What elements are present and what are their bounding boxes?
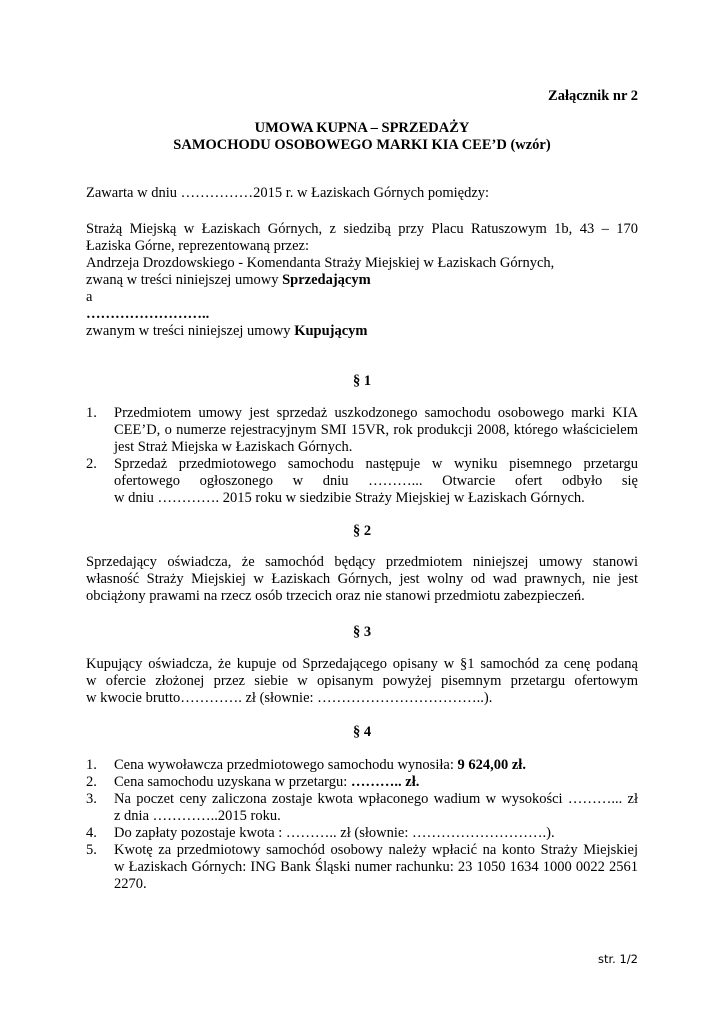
section-1-heading: § 1	[352, 373, 372, 389]
buyer-line: zwanym w treści niniejszej umowy Kupującym	[86, 323, 368, 339]
final-price: ……….. zł.	[350, 774, 420, 790]
conjunction: a	[86, 289, 93, 305]
page-number: str. 1/2	[598, 952, 638, 966]
buyer-placeholder: ……………………..	[86, 306, 210, 322]
seller-role: Sprzedającym	[282, 272, 371, 288]
starting-price: 9 624,00 zł.	[457, 757, 526, 773]
section-1-item-1: 1. Przedmiotem umowy jest sprzedaż uszkodzonego samochodu osobowego marki KIA CEE’D, o numerze rejestracyjnym SMI 15VR, rok produkcji 2008, którego właścicielem jest Straż Miejska w Łaziskach Górnych.	[86, 405, 638, 455]
attachment-label: Załącznik nr 2	[548, 88, 638, 104]
buyer-role: Kupującym	[294, 323, 368, 339]
section-4-item-5: 5. Kwotę za przedmiotowy samochód osobowy należy wpłacić na konto Straży Miejskiej w Łaziskach Górnych: ING Bank Śląski numer rachunku: 23 1050 1634 1000 0022 2561 2270.	[86, 842, 638, 892]
section-4-item-4: 4. Do zapłaty pozostaje kwota : ……….. zł (słownie: ……………………….).	[86, 825, 555, 841]
section-3-heading: § 3	[352, 624, 372, 640]
concluded-line: Zawarta w dniu ……………2015 r. w Łaziskach Górnych pomiędzy:	[86, 185, 490, 201]
section-4-item-1: 1. Cena wywoławcza przedmiotowego samochodu wynosiła: 9 624,00 zł.	[86, 757, 526, 773]
section-4-heading: § 4	[352, 724, 372, 740]
title-line-1: UMOWA KUPNA – SPRZEDAŻY	[254, 120, 470, 136]
section-3-paragraph: Kupujący oświadcza, że kupuje od Sprzedającego opisany w §1 samochód za cenę podaną w ofercie złożonej przez siebie w opisanym powyżej pisemnym przetargu ofertowym w kwocie brutto…………. zł (słownie: ……………………………..).	[86, 656, 638, 706]
seller-line-4: zwaną w treści niniejszej umowy Sprzedającym	[86, 272, 371, 288]
seller-line-2: Łaziska Górne, reprezentowaną przez:	[86, 238, 310, 254]
seller-paragraph	[86, 221, 638, 289]
section-2-heading: § 2	[352, 523, 372, 539]
section-2-paragraph: Sprzedający oświadcza, że samochód będący przedmiotem niniejszej umowy stanowi własność Straży Miejskiej w Łaziskach Górnych, jest wolny od wad prawnych, nie jest obciążony prawami na rzecz osób trzecich oraz nie stanowi przedmiotu zabezpieczeń.	[86, 554, 638, 604]
title-line-2: SAMOCHODU OSOBOWEGO MARKI KIA CEE’D (wzór)	[173, 137, 551, 153]
seller-line-1: Strażą Miejską w Łaziskach Górnych, z siedzibą przy Placu Ratuszowym 1b, 43 – 170	[86, 221, 638, 237]
seller-line-3: Andrzeja Drozdowskiego - Komendanta Straży Miejskiej w Łaziskach Górnych,	[86, 255, 555, 271]
section-1-item-2: 2. Sprzedaż przedmiotowego samochodu następuje w wyniku pisemnego przetargu ofertowego ogłoszonego w dniu ………... Otwarcie ofert odbyło się w dniu …………. 2015 roku w siedzibie Straży Miejskiej w Łaziskach Górnych.	[86, 456, 638, 506]
section-4-item-2: 2. Cena samochodu uzyskana w przetargu: ……….. zł.	[86, 774, 420, 790]
section-4-item-3: 3. Na poczet ceny zaliczona zostaje kwota wpłaconego wadium w wysokości ………... zł z dnia …………..2015 roku.	[86, 791, 638, 824]
